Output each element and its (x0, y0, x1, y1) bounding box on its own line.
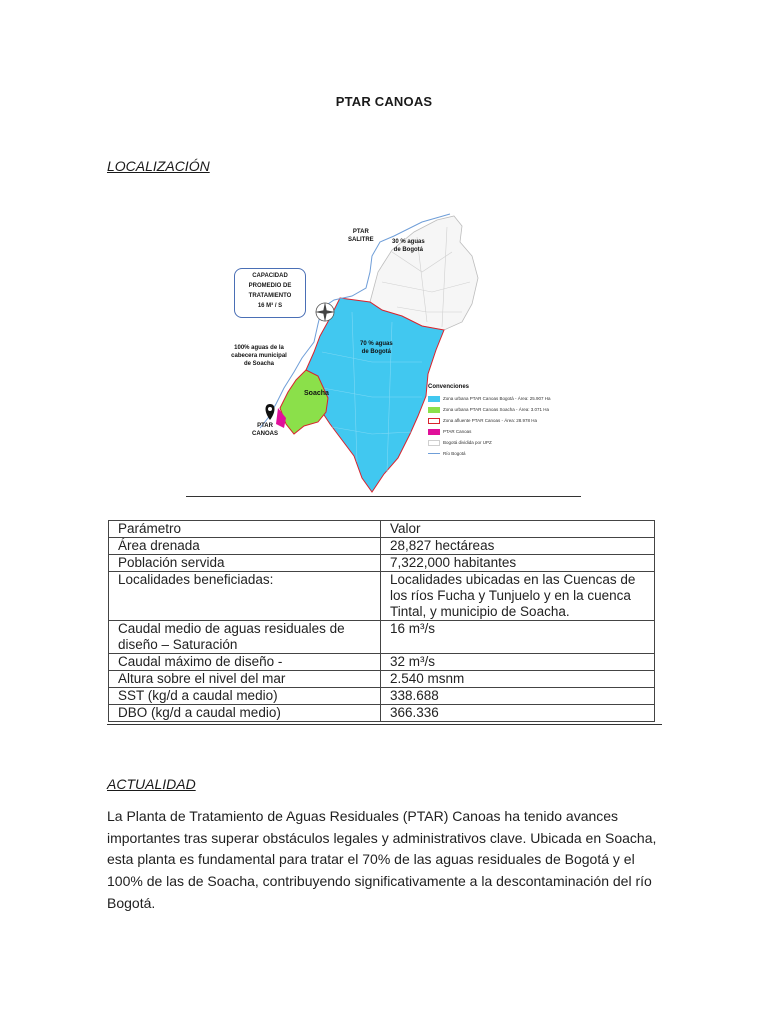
localization-heading: LOCALIZACIÓN (107, 158, 210, 174)
table-cell: Área drenada (109, 538, 381, 555)
table-row (109, 555, 655, 572)
table-row (109, 621, 655, 654)
table-cell: Población servida (109, 555, 381, 572)
table-cell: SST (kg/d a caudal medio) (109, 688, 381, 705)
legend-item (428, 404, 568, 415)
location-map (222, 212, 551, 492)
legend-item (428, 437, 568, 448)
legend-label: Zona afluente PTAR Canoas - Área: 28.978 Ha (443, 418, 537, 423)
table-cell: 2.540 msnm (381, 671, 655, 688)
table-header-cell: Parámetro (109, 521, 381, 538)
legend-swatch (428, 418, 440, 424)
body-paragraph: La Planta de Tratamiento de Aguas Residuales (PTAR) Canoas ha tenido avances importantes tras superar obstáculos legales y administrativos clave. Ubicada en Soacha, esta planta es fundamental para tratar el 70% de las aguas residuales de Bogotá y el 100% de las de Soacha, contribuyendo significativamente a la descontaminación del río Bogotá. (107, 808, 657, 911)
legend-label: Bogotá dividida por UPZ (443, 440, 492, 445)
table-row (109, 572, 655, 621)
legend-label: Zona urbana PTAR Canoas Soacha - Área: 3.071 Ha (443, 407, 549, 412)
table-row (109, 688, 655, 705)
table-header-cell: Valor (381, 521, 655, 538)
label-ptar-canoas: PTAR CANOAS (252, 423, 279, 437)
table-row (109, 521, 655, 538)
table-cell: 366.336 (381, 705, 655, 722)
label-soacha: Soacha (304, 390, 329, 397)
legend-item (428, 448, 568, 459)
legend-label: Zona urbana PTAR Canoas Bogotá - Área: 25.907 Ha (443, 396, 551, 401)
table-cell: Caudal medio de aguas residuales de diseño – Saturación (109, 621, 381, 654)
capacity-box: CAPACIDAD PROMEDIO DE TRATAMIENTO 16 M³ / S (234, 268, 306, 318)
legend-item (428, 393, 568, 404)
document-title: PTAR CANOAS (335, 94, 433, 109)
table-cell: 28,827 hectáreas (381, 538, 655, 555)
legend-swatch (428, 453, 440, 454)
legend-swatch (428, 407, 440, 413)
table-cell: 32 m³/s (381, 654, 655, 671)
table-cell: 338.688 (381, 688, 655, 705)
horizontal-rule (107, 724, 662, 725)
table-cell: DBO (kg/d a caudal medio) (109, 705, 381, 722)
table-cell: Altura sobre el nivel del mar (109, 671, 381, 688)
legend-label: Río Bogotá (443, 451, 466, 456)
legend-item (428, 426, 568, 437)
table-row (109, 538, 655, 555)
table-cell: 16 m³/s (381, 621, 655, 654)
label-100-percent: 100% aguas de la cabecera municipal de Soacha (231, 345, 287, 367)
label-ptar-salitre: PTAR SALITRE (348, 229, 374, 243)
table-cell: Localidades ubicadas en las Cuencas de los ríos Fucha y Tunjuelo y en la cuenca Tintal, y municipio de Soacha. (381, 572, 655, 621)
legend-title: Convenciones (428, 384, 470, 390)
table-row (109, 671, 655, 688)
map-legend (428, 384, 568, 459)
legend-item (428, 415, 568, 426)
actualidad-heading: ACTUALIDAD (107, 776, 196, 792)
label-30-percent: 30 % aguas de Bogotá (392, 239, 425, 253)
table-row (109, 654, 655, 671)
legend-swatch (428, 440, 440, 446)
table-cell: Caudal máximo de diseño - (109, 654, 381, 671)
horizontal-rule (186, 496, 581, 497)
table-row (109, 705, 655, 722)
location-pin-icon (266, 404, 275, 420)
legend-label: PTAR Canoas (443, 429, 472, 434)
legend-swatch (428, 396, 440, 402)
legend-swatch (428, 429, 440, 435)
label-70-percent: 70 % aguas de Bogotá (360, 341, 393, 355)
parameters-table (108, 520, 655, 722)
table-cell: Localidades beneficiadas: (109, 572, 381, 621)
table-cell: 7,322,000 habitantes (381, 555, 655, 572)
